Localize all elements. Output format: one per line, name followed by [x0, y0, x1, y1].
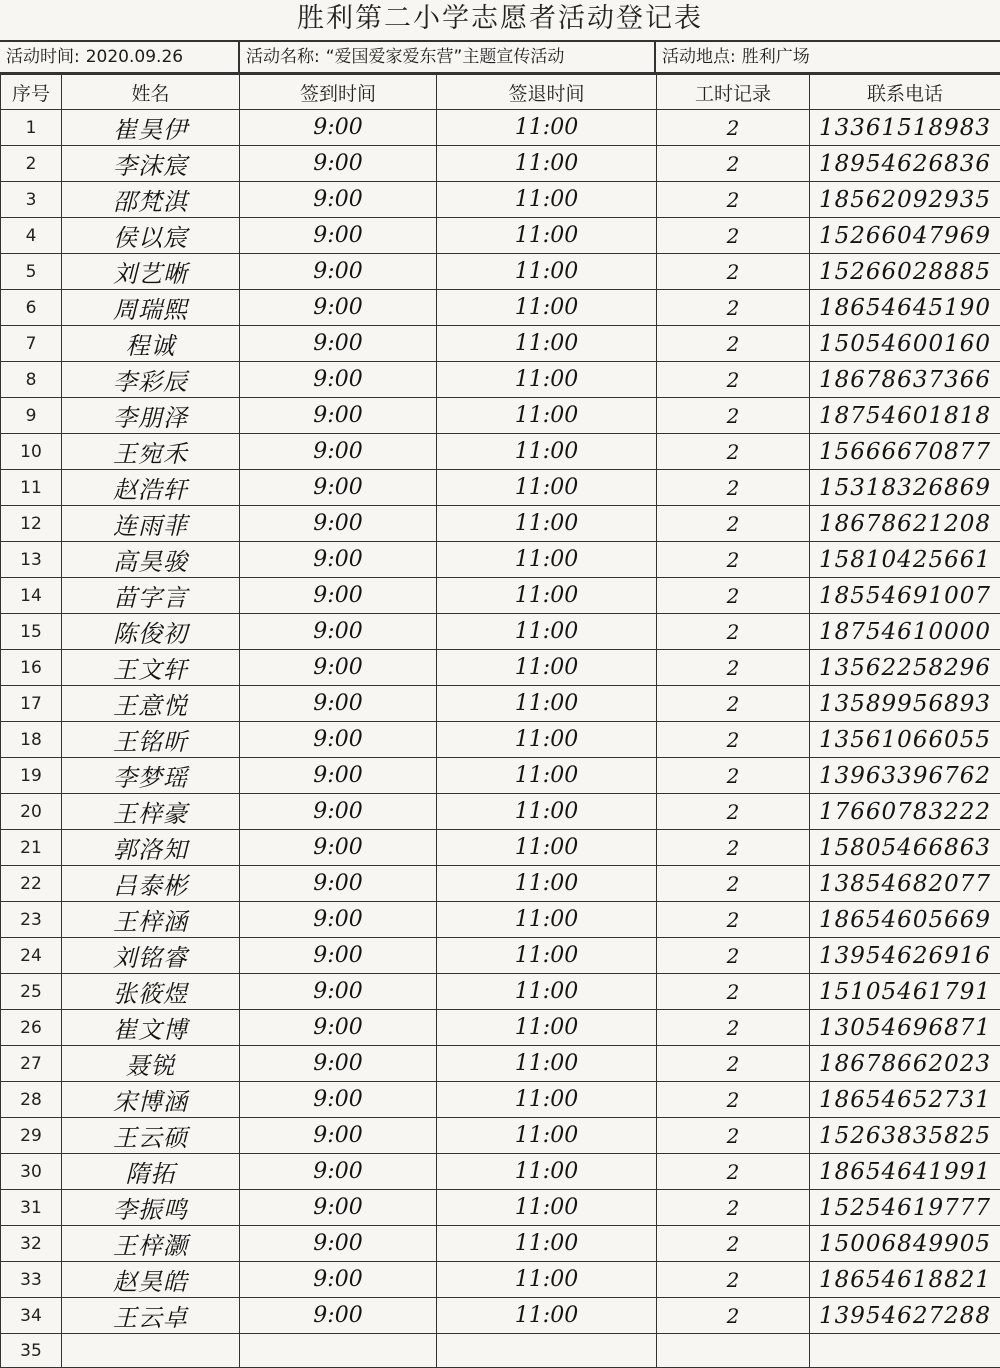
- row-name: 赵浩轩: [62, 470, 240, 506]
- activity-place-label: 活动地点:: [662, 47, 736, 67]
- row-sign-out: 11:00: [437, 254, 657, 290]
- row-phone: 15006849905: [810, 1226, 1000, 1262]
- row-name: 宋博涵: [62, 1082, 240, 1118]
- row-seq: 19: [1, 758, 62, 794]
- row-sign-out: 11:00: [437, 866, 657, 902]
- row-hours: 2: [657, 1046, 810, 1082]
- table-row: [1, 110, 1000, 146]
- row-seq: 28: [1, 1082, 62, 1118]
- table-row: [1, 290, 1000, 326]
- table-row: [1, 758, 1000, 794]
- row-sign-out: 11:00: [437, 434, 657, 470]
- row-sign-out: 11:00: [437, 1010, 657, 1046]
- row-hours: 2: [657, 686, 810, 722]
- row-name: 王云硕: [62, 1118, 240, 1154]
- row-sign-in: 9:00: [240, 542, 437, 578]
- row-hours: [657, 1334, 810, 1368]
- row-name: 王意悦: [62, 686, 240, 722]
- activity-place-value: 胜利广场: [742, 47, 810, 67]
- activity-name-value: “爱国爱家爱东营”主题宣传活动: [326, 47, 565, 67]
- row-sign-in: 9:00: [240, 974, 437, 1010]
- row-sign-out: 11:00: [437, 794, 657, 830]
- table-row: [1, 434, 1000, 470]
- row-hours: 2: [657, 1154, 810, 1190]
- row-sign-out: 11:00: [437, 1082, 657, 1118]
- row-name: [62, 1334, 240, 1368]
- row-seq: 8: [1, 362, 62, 398]
- row-seq: 14: [1, 578, 62, 614]
- row-hours: 2: [657, 1262, 810, 1298]
- row-hours: 2: [657, 866, 810, 902]
- row-name: 陈俊初: [62, 614, 240, 650]
- table-row: [1, 218, 1000, 254]
- row-name: 王梓豪: [62, 794, 240, 830]
- row-name: 侯以宸: [62, 218, 240, 254]
- row-sign-out: 11:00: [437, 290, 657, 326]
- row-sign-in: 9:00: [240, 506, 437, 542]
- table-row: [1, 506, 1000, 542]
- row-phone: 13562258296: [810, 650, 1000, 686]
- row-phone: 18562092935: [810, 182, 1000, 218]
- table-row: [1, 686, 1000, 722]
- row-name: 李沫宸: [62, 146, 240, 182]
- table-row: [1, 1190, 1000, 1226]
- row-seq: 23: [1, 902, 62, 938]
- activity-info-row: [0, 40, 1000, 74]
- row-sign-in: 9:00: [240, 1190, 437, 1226]
- activity-place: [656, 42, 1000, 72]
- row-seq: 35: [1, 1334, 62, 1368]
- row-hours: 2: [657, 902, 810, 938]
- table-body: [1, 110, 1000, 1368]
- row-seq: 9: [1, 398, 62, 434]
- row-hours: 2: [657, 578, 810, 614]
- row-sign-out: 11:00: [437, 1154, 657, 1190]
- table-row: [1, 938, 1000, 974]
- row-name: 崔文博: [62, 1010, 240, 1046]
- table-row: [1, 1154, 1000, 1190]
- row-name: 王梓涵: [62, 902, 240, 938]
- row-name: 赵昊皓: [62, 1262, 240, 1298]
- row-hours: 2: [657, 146, 810, 182]
- row-sign-out: 11:00: [437, 758, 657, 794]
- row-seq: 18: [1, 722, 62, 758]
- row-name: 王梓灏: [62, 1226, 240, 1262]
- row-name: 聂锐: [62, 1046, 240, 1082]
- row-name: 程诚: [62, 326, 240, 362]
- table-row: [1, 146, 1000, 182]
- row-sign-in: 9:00: [240, 290, 437, 326]
- row-sign-out: 11:00: [437, 1190, 657, 1226]
- row-phone: 13963396762: [810, 758, 1000, 794]
- table-row: [1, 830, 1000, 866]
- row-hours: 2: [657, 794, 810, 830]
- row-seq: 15: [1, 614, 62, 650]
- table-row: [1, 1334, 1000, 1368]
- table-row: [1, 902, 1000, 938]
- row-name: 李梦瑶: [62, 758, 240, 794]
- row-name: 周瑞熙: [62, 290, 240, 326]
- row-seq: 33: [1, 1262, 62, 1298]
- row-phone: 18654618821: [810, 1262, 1000, 1298]
- row-phone: 13954626916: [810, 938, 1000, 974]
- row-sign-in: 9:00: [240, 218, 437, 254]
- row-sign-in: 9:00: [240, 722, 437, 758]
- row-name: 苗字言: [62, 578, 240, 614]
- row-sign-in: 9:00: [240, 1082, 437, 1118]
- row-phone: 13589956893: [810, 686, 1000, 722]
- row-sign-out: 11:00: [437, 938, 657, 974]
- row-sign-in: 9:00: [240, 1262, 437, 1298]
- row-sign-out: 11:00: [437, 578, 657, 614]
- row-name: 李彩辰: [62, 362, 240, 398]
- row-sign-out: [437, 1334, 657, 1368]
- header-sign-in: 签到时间: [240, 75, 437, 110]
- row-hours: 2: [657, 182, 810, 218]
- row-seq: 25: [1, 974, 62, 1010]
- table-row: [1, 362, 1000, 398]
- row-seq: 29: [1, 1118, 62, 1154]
- row-name: 李朋泽: [62, 398, 240, 434]
- row-sign-out: 11:00: [437, 1298, 657, 1334]
- table-row: [1, 470, 1000, 506]
- table-row: [1, 578, 1000, 614]
- row-seq: 11: [1, 470, 62, 506]
- table-row: [1, 1226, 1000, 1262]
- row-name: 崔昊伊: [62, 110, 240, 146]
- row-sign-out: 11:00: [437, 470, 657, 506]
- row-sign-in: 9:00: [240, 1298, 437, 1334]
- row-sign-in: 9:00: [240, 1154, 437, 1190]
- row-seq: 6: [1, 290, 62, 326]
- row-phone: 15666670877: [810, 434, 1000, 470]
- row-seq: 13: [1, 542, 62, 578]
- row-name: 郭洛知: [62, 830, 240, 866]
- row-sign-out: 11:00: [437, 1226, 657, 1262]
- row-seq: 34: [1, 1298, 62, 1334]
- row-seq: 22: [1, 866, 62, 902]
- row-seq: 30: [1, 1154, 62, 1190]
- row-phone: 18678637366: [810, 362, 1000, 398]
- header-seq: 序号: [1, 75, 62, 110]
- table-row: [1, 326, 1000, 362]
- row-seq: 26: [1, 1010, 62, 1046]
- table-row: [1, 398, 1000, 434]
- activity-time-label: 活动时间:: [6, 47, 80, 67]
- activity-time: [0, 42, 240, 72]
- header-phone: 联系电话: [810, 75, 1000, 110]
- row-sign-in: 9:00: [240, 110, 437, 146]
- row-phone: 18654652731: [810, 1082, 1000, 1118]
- table-row: [1, 1118, 1000, 1154]
- row-name: 王铭昕: [62, 722, 240, 758]
- row-hours: 2: [657, 830, 810, 866]
- row-phone: [810, 1334, 1000, 1368]
- row-hours: 2: [657, 758, 810, 794]
- row-sign-out: 11:00: [437, 830, 657, 866]
- row-phone: 15318326869: [810, 470, 1000, 506]
- row-seq: 4: [1, 218, 62, 254]
- row-hours: 2: [657, 398, 810, 434]
- row-sign-out: 11:00: [437, 722, 657, 758]
- row-name: 隋拓: [62, 1154, 240, 1190]
- row-hours: 2: [657, 722, 810, 758]
- row-phone: 13561066055: [810, 722, 1000, 758]
- row-hours: 2: [657, 218, 810, 254]
- table-header-row: [1, 75, 1000, 110]
- row-seq: 31: [1, 1190, 62, 1226]
- row-sign-in: 9:00: [240, 182, 437, 218]
- row-name: 刘铭睿: [62, 938, 240, 974]
- row-sign-in: 9:00: [240, 794, 437, 830]
- table-row: [1, 650, 1000, 686]
- row-sign-out: 11:00: [437, 1046, 657, 1082]
- row-sign-in: 9:00: [240, 254, 437, 290]
- row-name: 邵梵淇: [62, 182, 240, 218]
- table-row: [1, 182, 1000, 218]
- table-row: [1, 974, 1000, 1010]
- row-phone: 18678621208: [810, 506, 1000, 542]
- row-sign-out: 11:00: [437, 1118, 657, 1154]
- row-seq: 17: [1, 686, 62, 722]
- header-name: 姓名: [62, 75, 240, 110]
- row-sign-in: 9:00: [240, 830, 437, 866]
- row-hours: 2: [657, 650, 810, 686]
- row-sign-out: 11:00: [437, 110, 657, 146]
- row-seq: 7: [1, 326, 62, 362]
- row-hours: 2: [657, 290, 810, 326]
- row-seq: 21: [1, 830, 62, 866]
- row-hours: 2: [657, 110, 810, 146]
- row-sign-out: 11:00: [437, 218, 657, 254]
- row-seq: 1: [1, 110, 62, 146]
- row-sign-out: 11:00: [437, 326, 657, 362]
- row-seq: 27: [1, 1046, 62, 1082]
- row-phone: 13954627288: [810, 1298, 1000, 1334]
- row-sign-out: 11:00: [437, 542, 657, 578]
- row-seq: 2: [1, 146, 62, 182]
- row-phone: 15805466863: [810, 830, 1000, 866]
- row-sign-in: 9:00: [240, 614, 437, 650]
- table-row: [1, 614, 1000, 650]
- header-hours: 工时记录: [657, 75, 810, 110]
- row-hours: 2: [657, 362, 810, 398]
- row-sign-out: 11:00: [437, 614, 657, 650]
- row-phone: 15054600160: [810, 326, 1000, 362]
- row-sign-in: 9:00: [240, 650, 437, 686]
- row-hours: 2: [657, 1010, 810, 1046]
- row-name: 吕泰彬: [62, 866, 240, 902]
- row-phone: 18754601818: [810, 398, 1000, 434]
- row-seq: 24: [1, 938, 62, 974]
- row-sign-in: 9:00: [240, 1118, 437, 1154]
- row-sign-in: 9:00: [240, 470, 437, 506]
- row-hours: 2: [657, 542, 810, 578]
- row-sign-out: 11:00: [437, 146, 657, 182]
- table-row: [1, 542, 1000, 578]
- row-phone: 18954626836: [810, 146, 1000, 182]
- row-phone: 15254619777: [810, 1190, 1000, 1226]
- row-seq: 20: [1, 794, 62, 830]
- row-sign-in: 9:00: [240, 758, 437, 794]
- row-hours: 2: [657, 938, 810, 974]
- row-hours: 2: [657, 1082, 810, 1118]
- row-hours: 2: [657, 974, 810, 1010]
- table-row: [1, 794, 1000, 830]
- row-sign-out: 11:00: [437, 902, 657, 938]
- table-row: [1, 1262, 1000, 1298]
- row-phone: 18654641991: [810, 1154, 1000, 1190]
- row-sign-in: 9:00: [240, 362, 437, 398]
- table-row: [1, 1010, 1000, 1046]
- row-sign-in: 9:00: [240, 1046, 437, 1082]
- row-sign-out: 11:00: [437, 1262, 657, 1298]
- row-sign-out: 11:00: [437, 650, 657, 686]
- table-row: [1, 1298, 1000, 1334]
- row-name: 李振鸣: [62, 1190, 240, 1226]
- row-phone: 13361518983: [810, 110, 1000, 146]
- row-sign-out: 11:00: [437, 362, 657, 398]
- row-hours: 2: [657, 254, 810, 290]
- row-phone: 18654605669: [810, 902, 1000, 938]
- row-hours: 2: [657, 614, 810, 650]
- row-hours: 2: [657, 434, 810, 470]
- row-name: 王云卓: [62, 1298, 240, 1334]
- row-seq: 10: [1, 434, 62, 470]
- activity-name: [240, 42, 656, 72]
- row-sign-in: 9:00: [240, 578, 437, 614]
- row-phone: 15810425661: [810, 542, 1000, 578]
- row-hours: 2: [657, 326, 810, 362]
- row-hours: 2: [657, 1226, 810, 1262]
- row-seq: 3: [1, 182, 62, 218]
- table-row: [1, 722, 1000, 758]
- row-name: 高昊骏: [62, 542, 240, 578]
- row-sign-in: 9:00: [240, 146, 437, 182]
- activity-name-label: 活动名称:: [246, 47, 320, 67]
- row-name: 王宛禾: [62, 434, 240, 470]
- volunteer-table: [0, 74, 1000, 1368]
- form-title: 胜利第二小学志愿者活动登记表: [0, 0, 1000, 40]
- row-name: 张筱煜: [62, 974, 240, 1010]
- row-name: 王文轩: [62, 650, 240, 686]
- row-sign-out: 11:00: [437, 686, 657, 722]
- row-sign-in: 9:00: [240, 398, 437, 434]
- row-seq: 16: [1, 650, 62, 686]
- row-hours: 2: [657, 470, 810, 506]
- table-row: [1, 1046, 1000, 1082]
- row-phone: 18654645190: [810, 290, 1000, 326]
- row-phone: 18678662023: [810, 1046, 1000, 1082]
- row-name: 连雨菲: [62, 506, 240, 542]
- row-phone: 15266028885: [810, 254, 1000, 290]
- row-sign-out: 11:00: [437, 182, 657, 218]
- row-phone: 18554691007: [810, 578, 1000, 614]
- row-sign-in: 9:00: [240, 938, 437, 974]
- row-sign-out: 11:00: [437, 398, 657, 434]
- row-sign-in: [240, 1334, 437, 1368]
- row-seq: 32: [1, 1226, 62, 1262]
- table-row: [1, 254, 1000, 290]
- row-phone: 13054696871: [810, 1010, 1000, 1046]
- row-sign-in: 9:00: [240, 866, 437, 902]
- row-phone: 13854682077: [810, 866, 1000, 902]
- row-phone: 15263835825: [810, 1118, 1000, 1154]
- activity-time-value: 2020.09.26: [86, 47, 183, 67]
- row-phone: 18754610000: [810, 614, 1000, 650]
- row-seq: 5: [1, 254, 62, 290]
- row-sign-in: 9:00: [240, 1226, 437, 1262]
- row-sign-in: 9:00: [240, 1010, 437, 1046]
- row-phone: 17660783222: [810, 794, 1000, 830]
- row-hours: 2: [657, 1190, 810, 1226]
- table-row: [1, 1082, 1000, 1118]
- row-phone: 15105461791: [810, 974, 1000, 1010]
- table-row: [1, 866, 1000, 902]
- row-seq: 12: [1, 506, 62, 542]
- row-hours: 2: [657, 1118, 810, 1154]
- row-sign-out: 11:00: [437, 974, 657, 1010]
- row-sign-in: 9:00: [240, 326, 437, 362]
- row-name: 刘艺晰: [62, 254, 240, 290]
- row-sign-in: 9:00: [240, 434, 437, 470]
- header-sign-out: 签退时间: [437, 75, 657, 110]
- row-sign-in: 9:00: [240, 902, 437, 938]
- row-phone: 15266047969: [810, 218, 1000, 254]
- row-hours: 2: [657, 506, 810, 542]
- row-sign-in: 9:00: [240, 686, 437, 722]
- row-sign-out: 11:00: [437, 506, 657, 542]
- row-hours: 2: [657, 1298, 810, 1334]
